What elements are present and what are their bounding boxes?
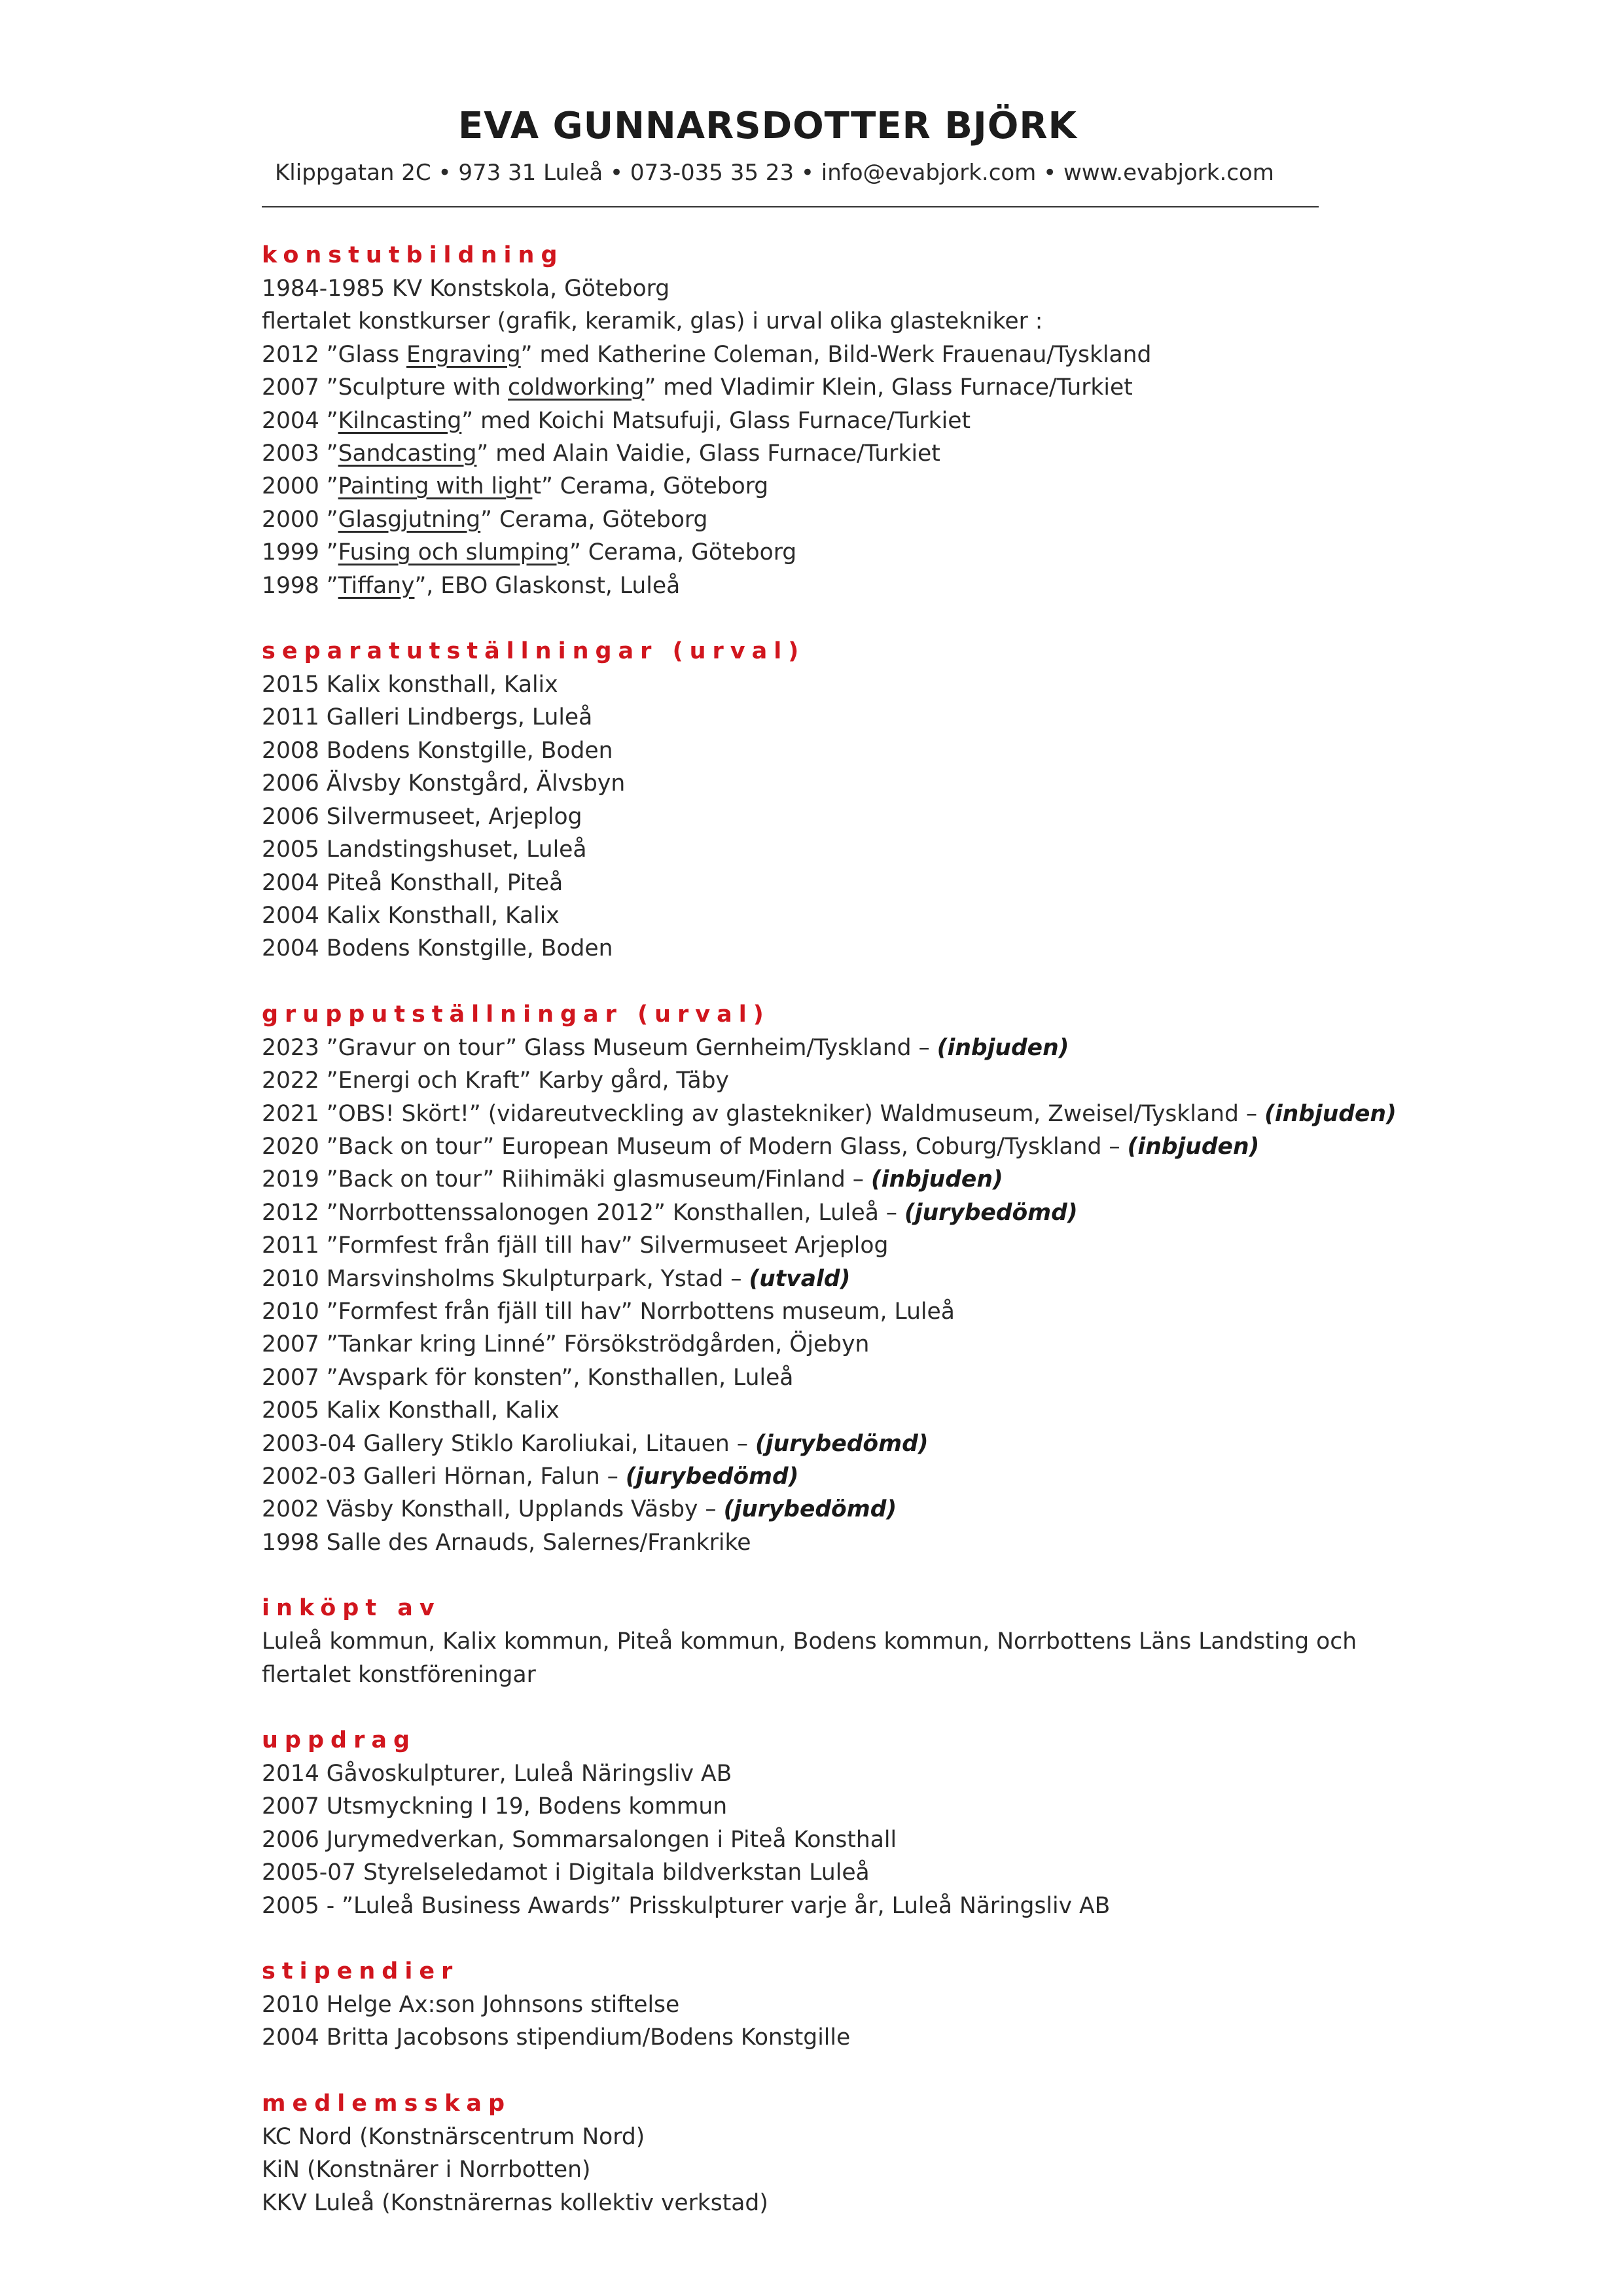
item-text: ” Cerama, Göteborg (480, 506, 708, 533)
section-heading: uppdrag (262, 1727, 417, 1754)
item-text: KiN (Konstnärer i Norrbotten) (262, 2157, 591, 2183)
list-item (262, 536, 1440, 569)
list-item (262, 1526, 1440, 1559)
status-note: (inbjuden) (870, 1166, 1003, 1193)
list-item (262, 1493, 1440, 1526)
status-note: (jurybedömd) (755, 1430, 929, 1457)
course-title: Tiffany (338, 572, 415, 599)
status-note: (inbjuden) (936, 1034, 1069, 1061)
list-item (262, 833, 1440, 866)
item-text: t” Cerama, Göteborg (532, 473, 769, 500)
course-title: Glasgjutning (338, 506, 481, 533)
list-item (262, 668, 1440, 701)
item-text: 2023 ”Gravur on tour” Glass Museum Gernheim/Tyskland – (262, 1034, 937, 1061)
list-item (262, 569, 1440, 602)
item-text: ” Cerama, Göteborg (569, 539, 797, 566)
item-text: 2021 ”OBS! Skört!” (vidareutveckling av glastekniker) Waldmuseum, Zweisel/Tyskland – (262, 1100, 1265, 1127)
header-divider (262, 206, 1319, 207)
item-text: ” med Vladimir Klein, Glass Furnace/Turkiet (644, 374, 1133, 401)
section-grupputstallningar-urval (262, 998, 1440, 1560)
list-item (262, 899, 1440, 932)
item-text: 2000 ” (262, 506, 338, 533)
section-separatutstallningar-urval (262, 635, 1440, 965)
section-paragraph: Luleå kommun, Kalix kommun, Piteå kommun, Bodens kommun, Norrbottens Läns Landsting och flertalet konstföreningar (262, 1628, 1357, 1688)
item-text: 2005 Kalix Konsthall, Kalix (262, 1397, 560, 1424)
item-text: 2022 ”Energi och Kraft” Karby gård, Täby (262, 1067, 729, 1094)
list-item (262, 1394, 1440, 1427)
list-item (262, 1823, 1440, 1856)
list-item (262, 1460, 1440, 1493)
section-medlemsskap (262, 2087, 1440, 2219)
section-konstutbildning (262, 239, 1440, 602)
section-heading: separatutställningar (urval) (262, 638, 806, 665)
list-item (262, 1790, 1440, 1823)
section-stipendier (262, 1955, 1440, 2054)
list-item (262, 503, 1440, 536)
item-text: 2007 ”Avspark för konsten”, Konsthallen, Luleå (262, 1364, 794, 1391)
item-text: 2011 Galleri Lindbergs, Luleå (262, 704, 593, 731)
list-item (262, 1229, 1440, 1262)
status-note: (jurybedömd) (904, 1199, 1078, 1226)
list-item (262, 272, 1440, 305)
section-heading: grupputställningar (urval) (262, 1001, 770, 1028)
item-text: 2004 Piteå Konsthall, Piteå (262, 869, 563, 896)
section-inkopt-av (262, 1592, 1440, 1691)
list-item (262, 1130, 1440, 1163)
page-title: EVA GUNNARSDOTTER BJÖRK (458, 105, 1077, 147)
item-text: 2010 Marsvinsholms Skulpturpark, Ystad – (262, 1265, 749, 1292)
item-text: KC Nord (Konstnärscentrum Nord) (262, 2123, 645, 2150)
list-item (262, 2121, 1440, 2153)
item-text: 2014 Gåvoskulpturer, Luleå Näringsliv AB (262, 1761, 732, 1787)
cv-content (262, 239, 1440, 2252)
item-text: 2002-03 Galleri Hörnan, Falun – (262, 1463, 626, 1490)
item-text: 2012 ”Norrbottenssalonogen 2012” Konsthallen, Luleå – (262, 1199, 905, 1226)
item-text: 2002 Väsby Konsthall, Upplands Väsby – (262, 1496, 724, 1523)
item-text: 2006 Älvsby Konstgård, Älvsbyn (262, 770, 626, 797)
status-note: (inbjuden) (1127, 1133, 1260, 1160)
item-text: 2015 Kalix konsthall, Kalix (262, 672, 558, 698)
item-text: 2007 ”Tankar kring Linné” Försökströdgården, Öjebyn (262, 1331, 870, 1358)
course-title: Fusing och slumping (338, 539, 569, 566)
item-text: 2008 Bodens Konstgille, Boden (262, 737, 613, 764)
status-note: (utvald) (749, 1265, 851, 1292)
list-item (262, 767, 1440, 800)
item-text: 2011 ”Formfest från fjäll till hav” Silvermuseet Arjeplog (262, 1232, 889, 1259)
list-item (262, 1098, 1440, 1130)
list-item (262, 701, 1440, 734)
course-title: Kilncasting (338, 407, 462, 434)
list-item (262, 1163, 1440, 1196)
status-note: (jurybedömd) (625, 1463, 799, 1490)
list-item (262, 1361, 1440, 1394)
item-text: flertalet konstkurser (grafik, keramik, glas) i urval olika glastekniker : (262, 308, 1043, 335)
list-item (262, 1064, 1440, 1097)
item-text: 2004 Kalix Konsthall, Kalix (262, 902, 560, 929)
list-item (262, 2153, 1440, 2186)
list-item (262, 734, 1440, 767)
list-item (262, 1890, 1440, 1922)
list-item (262, 1263, 1440, 1295)
list-item (262, 305, 1440, 338)
item-text: 2006 Jurymedverkan, Sommarsalongen i Piteå Konsthall (262, 1826, 897, 1853)
item-text: 1999 ” (262, 539, 338, 566)
item-text: 1998 ” (262, 572, 338, 599)
item-text: 2005 Landstingshuset, Luleå (262, 836, 587, 863)
list-item (262, 437, 1440, 470)
item-text: ” med Katherine Coleman, Bild-Werk Frauenau/Tyskland (520, 341, 1152, 368)
item-text: 1984-1985 KV Konstskola, Göteborg (262, 276, 670, 302)
item-text: 2005-07 Styrelseledamot i Digitala bildverkstan Luleå (262, 1859, 870, 1886)
list-item (262, 338, 1440, 371)
item-text: 2012 ”Glass (262, 341, 407, 368)
contact-info: Klippgatan 2C • 973 31 Luleå • 073-035 35 23 • info@evabjork.com • www.evabjork.com (275, 160, 1274, 186)
section-uppdrag (262, 1724, 1440, 1922)
list-item (262, 404, 1440, 437)
list-item (262, 371, 1440, 404)
item-text: 2004 ” (262, 407, 338, 434)
item-text: ” med Alain Vaidie, Glass Furnace/Turkiet (476, 440, 940, 467)
course-title: Engraving (406, 341, 521, 368)
status-note: (jurybedömd) (723, 1496, 897, 1523)
item-text: 1998 Salle des Arnauds, Salernes/Frankrike (262, 1529, 751, 1556)
section-heading: medlemsskap (262, 2090, 512, 2117)
list-item (262, 1196, 1440, 1229)
item-text: 2004 Bodens Konstgille, Boden (262, 935, 613, 962)
list-item (262, 800, 1440, 833)
list-item (262, 932, 1440, 965)
section-heading: inköpt av (262, 1595, 441, 1622)
list-item (262, 1031, 1440, 1064)
course-title: Painting with ligh (338, 473, 533, 500)
list-item (262, 867, 1440, 899)
section-heading: stipendier (262, 1958, 459, 1985)
item-text: 2010 ”Formfest från fjäll till hav” Norrbottens museum, Luleå (262, 1298, 955, 1325)
list-item (262, 2187, 1440, 2219)
item-text: KKV Luleå (Konstnärernas kollektiv verkstad) (262, 2189, 768, 2216)
list-item (262, 1295, 1440, 1328)
item-text: 2020 ”Back on tour” European Museum of Modern Glass, Coburg/Tyskland – (262, 1133, 1128, 1160)
item-text: 2005 - ”Luleå Business Awards” Prisskulpturer varje år, Luleå Näringsliv AB (262, 1892, 1111, 1919)
item-text: 2007 ”Sculpture with (262, 374, 508, 401)
list-item (262, 1856, 1440, 1889)
item-text: 2010 Helge Ax:son Johnsons stiftelse (262, 1992, 680, 2018)
list-item (262, 1427, 1440, 1460)
list-item (262, 1757, 1440, 1790)
list-item (262, 1328, 1440, 1361)
item-text: 2006 Silvermuseet, Arjeplog (262, 803, 582, 830)
list-item (262, 2021, 1440, 2054)
item-text: ” med Koichi Matsufuji, Glass Furnace/Turkiet (461, 407, 971, 434)
item-text: ”, EBO Glaskonst, Luleå (414, 572, 681, 599)
item-text: 2000 ” (262, 473, 338, 500)
item-text: 2003-04 Gallery Stiklo Karoliukai, Litauen – (262, 1430, 755, 1457)
item-text: 2004 Britta Jacobsons stipendium/Bodens Konstgille (262, 2024, 851, 2051)
section-heading: konstutbildning (262, 242, 564, 268)
list-item (262, 1988, 1440, 2021)
status-note: (inbjuden) (1264, 1100, 1397, 1127)
item-text: 2003 ” (262, 440, 338, 467)
item-text: 2019 ”Back on tour” Riihimäki glasmuseum/Finland – (262, 1166, 871, 1193)
item-text: 2007 Utsmyckning I 19, Bodens kommun (262, 1793, 728, 1820)
course-title: coldworking (508, 374, 645, 401)
course-title: Sandcasting (338, 440, 477, 467)
list-item (262, 470, 1440, 503)
